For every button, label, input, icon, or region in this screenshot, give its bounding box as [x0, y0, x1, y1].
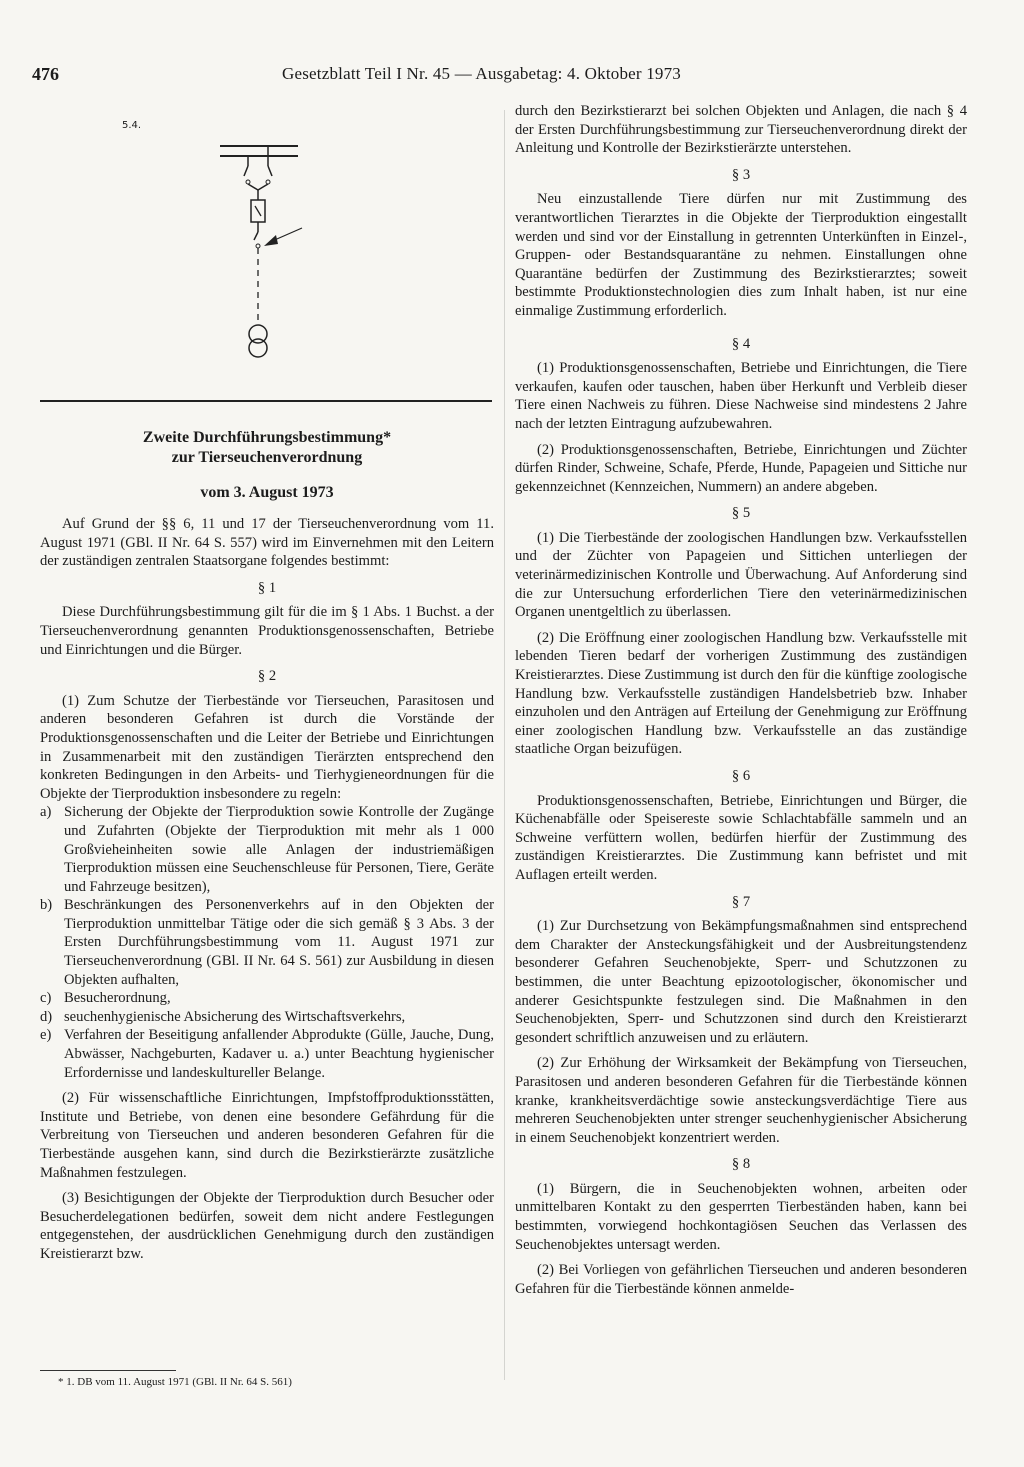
regulation-title	[40, 428, 494, 502]
list-marker: e)	[40, 1027, 52, 1044]
section-7-paragraph-2: (2) Zur Erhöhung der Wirksamkeit der Bekämpfung von Tierseuchen, Parasitosen und anderen besonderen Gefahren für die Tierbestände können kranke, krankheitsverdächtige sowie ansteckungsverdächtige Tiere aus mehreren Seuchenobjekten unter strenger seuchenhygienischer Absicherung in einem Seuchenobjekt konzentriert werden.	[515, 1055, 967, 1146]
title-line-1: Zweite Durchführungsbestimmung*	[142, 429, 392, 446]
section-rule	[40, 400, 492, 402]
section-8-heading: § 8	[731, 1156, 751, 1173]
section-8-paragraph-1: (1) Bürgern, die in Seuchenobjekten wohnen, arbeiten oder unmittelbaren Kontakt zu den gesperrten Tierbeständen haben, kann bei bestimmten, vorwiegend hochkontagiösen Seuchen das Verlassen des Seuchenobjektes untersagt werden.	[515, 1180, 967, 1253]
list-marker: b)	[40, 897, 53, 914]
section-3-heading: § 3	[731, 166, 751, 183]
list-text: Besucherordnung,	[64, 990, 171, 1007]
section-2-paragraph-3: (3) Besichtigungen der Objekte der Tierproduktion durch Besucher oder Besucherdelegationen bedürfen, soweit dem nicht andere Festlegungen entgegenstehen, der ausdrücklichen Genehmigung durch den zuständigen Kreistierarzt bzw.	[40, 1190, 494, 1262]
list-item	[40, 896, 494, 989]
section-2-heading: § 2	[257, 668, 277, 685]
footnote-rule	[40, 1370, 176, 1371]
page-header	[32, 64, 992, 90]
list-item	[40, 989, 494, 1008]
section-6-heading: § 6	[731, 768, 751, 784]
list-marker: d)	[40, 1008, 53, 1025]
circuit-diagram	[210, 136, 320, 366]
title-line-2: zur Tierseuchenverordnung	[171, 449, 363, 466]
section-1-text: Diese Durchführungsbestimmung gilt für die im § 1 Abs. 1 Buchst. a der Tierseuchenverordnung genannten Produktionsgenossenschaften, Betriebe und Einrichtungen und die Bürger.	[40, 604, 494, 658]
continuation-paragraph: durch den Bezirkstierarzt bei solchen Objekten und Anlagen, die nach § 4 der Ersten Durchführungsbestimmung zur Tierseuchenverordnung direkt der Anleitung und Kontrolle der Bezirkstierärzte unterstehen.	[515, 103, 967, 157]
list-item	[40, 1026, 494, 1082]
section-4-paragraph-1: (1) Produktionsgenossenschaften, Betriebe und Einrichtungen, die Tiere verkaufen, kaufen oder tauschen, haben über Herkunft und Verbleib dieser Tiere einen Nachweis zu führen. Diese Nachweise sind mindestens 2 Jahre nach der letzten Eintragung aufzubewahren.	[515, 360, 967, 432]
section-4-paragraph-2: (2) Produktionsgenossenschaften, Betriebe, Einrichtungen und Züchter dürfen Rinder, Schweine, Schafe, Pferde, Hunde, Papageien und Sittiche nur gekennzeichnet (Kennzeichen, Nummern) an andere abgeben.	[515, 441, 967, 495]
page-number: 476	[32, 64, 59, 84]
right-column	[515, 102, 967, 1298]
section-6-text: Produktionsgenossenschaften, Betriebe, Einrichtungen und Bürger, die Küchenabfälle oder Speisereste sowie Schlachtabfälle sammeln und an Schweine verfüttern wollen, bedürfen hierfür der Zustimmung des zuständigen Kreistierarztes. Die Zustimmung kann befristet und mit Auflagen erteilt werden.	[515, 792, 967, 883]
list-marker: a)	[40, 804, 52, 821]
list-item	[40, 803, 494, 896]
section-5-heading: § 5	[731, 505, 751, 522]
left-column	[40, 515, 494, 1264]
section-5-paragraph-1: (1) Die Tierbestände der zoologischen Handlungen bzw. Verkaufsstellen und der Züchter von Papageien und Sittichen unterliegen der veterinärmedizinischen Kontrolle und Überwachung. Auf Anforderung sind die zur Untersuchung erforderlichen Tiere den veterinärmedizinischen Organen unentgeltlich zu überlassen.	[515, 529, 967, 621]
regulation-list	[40, 803, 494, 1082]
section-2-paragraph-1: (1) Zum Schutze der Tierbestände vor Tierseuchen, Parasitosen und anderen besonderen Gefahren ist durch die Vorstände der Produktionsgenossenschaften und die Leiter der Betriebe und Einrichtungen in Zusammenarbeit mit den zuständigen Tierärzten entsprechend den konkreten Bedingungen in den Arbeits- und Tierhygieneordnungen für die Objekte der Tierproduktion insbesondere zu regeln:	[40, 692, 494, 802]
list-text: Sicherung der Objekte der Tierproduktion sowie Kontrolle der Zugänge und Zufahrten (Objekte der Tierproduktion mit mehr als 1 000 Großvieheinheiten sowie alle Anlagen der industriemäßigen Tierproduktion müssen eine Seuchenschleuse für Personen, Tiere, Geräte und Fahrzeuge besitzen),	[64, 804, 494, 895]
section-2-paragraph-2: (2) Für wissenschaftliche Einrichtungen, Impfstoffproduktionsstätten, Institute und Betriebe, von denen eine besondere Gefährdung für die Verbreitung von Tierseuchen und anderen besonderen Gefahren für die Tierbestände ausgehen kann, sind durch die Bezirkstierärzte zusätzliche Maßnahmen festzulegen.	[40, 1090, 494, 1181]
title-date: vom 3. August 1973	[200, 484, 334, 501]
diagram-label: 5.4.	[122, 120, 142, 131]
section-7-paragraph-1: (1) Zur Durchsetzung von Bekämpfungsmaßnahmen sind entsprechend dem Charakter der Ansteckungsfähigkeit und der Ausbreitungstendenz besonderer Gefahren Seuchenobjekte, Sperr- und Schutzzonen zu bestimmen, die unter Beachtung epizootologischer, ökonomischer und anderer Gesichtspunkte festzulegen sind. Die Maßnahmen in den Seuchenobjekten, Sperr- und Schutzzonen sind durch den Kreistierarzt gesondert schriftlich anzuweisen und zu erläutern.	[515, 918, 967, 1046]
list-marker: c)	[40, 990, 52, 1007]
intro-paragraph: Auf Grund der §§ 6, 11 und 17 der Tierseuchenverordnung vom 11. August 1971 (GBl. II Nr. 64 S. 557) wird im Einvernehmen mit den Leitern der zuständigen zentralen Staatsorgane folgendes bestimmt:	[40, 516, 494, 570]
section-8-paragraph-2: (2) Bei Vorliegen von gefährlichen Tierseuchen und anderen besonderen Gefahren für die Tierbestände können anmelde-	[515, 1262, 967, 1297]
section-5-paragraph-2: (2) Die Eröffnung einer zoologischen Handlung bzw. Verkaufsstelle mit lebenden Tieren bedarf der vorherigen Zustimmung des zuständigen Kreistierarztes. Diese Zustimmung ist durch den für die künftige zoologische Handlung bzw. Verkaufsstelle zuständigen Handelsbetrieb bzw. Inhaber einzuholen und den Anträgen auf Erteilung der Genehmigung zur Eröffnung einer zoologischen Handlung bzw. Verkaufsstelle an das zuständige staatliche Organ beizufügen.	[515, 629, 967, 758]
section-7-heading: § 7	[731, 893, 751, 910]
section-4-heading: § 4	[731, 335, 751, 352]
header-title: Gesetzblatt Teil I Nr. 45 — Ausgabetag: 4. Oktober 1973	[282, 64, 682, 83]
list-text: seuchenhygienische Absicherung des Wirtschaftsverkehrs,	[64, 1008, 406, 1025]
list-item	[40, 1008, 494, 1027]
footnote: * 1. DB vom 11. August 1971 (GBl. II Nr. 64 S. 561)	[58, 1376, 292, 1388]
section-3-text: Neu einzustallende Tiere dürfen nur mit Zustimmung des verantwortlichen Tierarztes in die Objekte der Tierproduktion eingestallt werden und sind vor der Einstallung in getrennten Unterkünften in Einzel-, Gruppen- oder Bestandsquarantäne zu nehmen. Einstallungen ohne Quarantäne bedürfen der Zustimmung des Bezirkstierarztes; soweit bestimmte Produktionstechnologien dies zum Inhalt haben, ist nur eine einmalige Zustimmung erforderlich.	[515, 191, 967, 319]
list-text: Beschränkungen des Personenverkehrs auf in den Objekten der Tierproduktion unmittelbar Tätige oder die sich gemäß § 3 Abs. 3 der Ersten Durchführungsbestimmung vom 11. August 1971 zur Tierseuchenverordnung (GBl. II Nr. 64 S. 561) zur Ausbildung in diesen Objekten aufhalten,	[64, 897, 494, 988]
section-1-heading: § 1	[257, 579, 277, 596]
column-divider	[504, 110, 505, 1380]
list-text: Verfahren der Beseitigung anfallender Abprodukte (Gülle, Jauche, Dung, Abwässer, Nachgeburten, Kadaver u. a.) unter Beachtung hygienischer Erfordernisse und landeskultureller Belange.	[64, 1027, 494, 1081]
